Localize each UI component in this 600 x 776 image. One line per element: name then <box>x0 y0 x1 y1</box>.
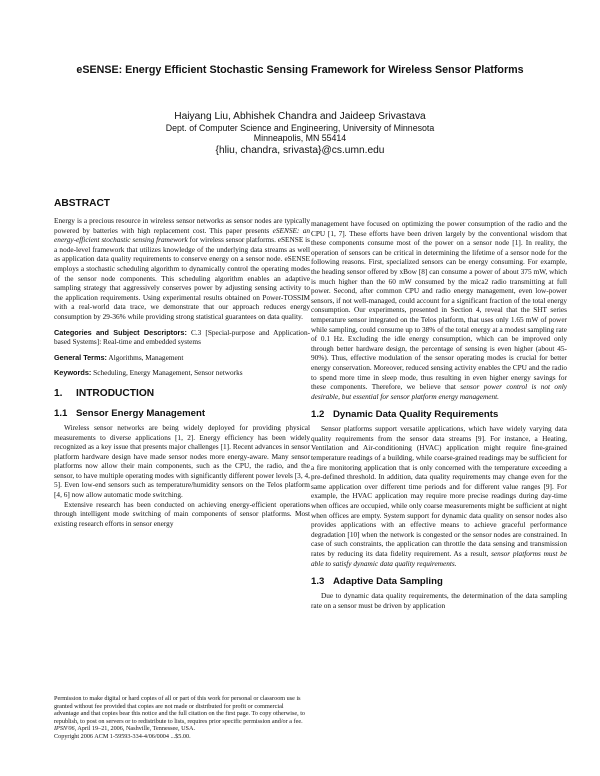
general-terms-text: Algorithms, Management <box>108 352 184 362</box>
section-number: 1.1 <box>54 407 68 419</box>
paragraph-text: management have focused on optimizing the power consumption of the radio and the CPU [1, 7]. These efforts have been driven largely by the conventional wisdom that these components consume most of the power on a sensor node [1]. In reality, the operation of sensors can be critical in determining the lifetime of a sensor node for the following reasons. First, specialized sensors can be energy consuming. For example, the heading sensor offered by xBow [8] can consume a power of about 375 mW, which is much higher than the 60 mW consumed by the mica2 radio transmitting at full power. Second, after common CPU and radio energy management, even low-power sensors, if not well-managed, could account for a significant fraction of the total energy consumption. Our experiments, presented in Section 4, reveal that the SHT series temperature sensor integrated on the Telos platform, that uses only 1.65 mW of power while sampling, could consume up to 38% of the total energy at a modest sampling rate of 0.1 Hz. Excluding the idle energy consumption, which can be improved only through better hardware design, the percentage of sensing is even higher (about 45-90%). Thus, effective modulation of the sensor operating modes is crucial for better energy conservation. Moreover, reduced sensing activity enables the CPU and the radio to spend more time in sleep mode, thus resulting in even higher energy savings for these components. Therefore, we believe that <box>311 219 567 392</box>
right-column <box>311 219 567 610</box>
keywords-line <box>54 368 310 378</box>
section-number: 1.3 <box>311 576 325 588</box>
categories-text: C.3 [Special-purpose and Application-based Systems]: Real-time and embedded systems <box>54 327 311 347</box>
permission-notice <box>54 695 310 741</box>
section-title: Adaptive Data Sampling <box>333 576 443 588</box>
abstract-text-part: for wireless sensor platforms. eSENSE is a node-level framework that utilizes knowledge of the underlying data streams as well as application data quality requirements to conserve energy on a sensor node. eSENSE employs a stochastic scheduling algorithm to dynamically control the operating modes of the sensor node components. This scheduling algorithm enables an adaptive sampling strategy that aggressively conserves power by adjusting sensing activity to the application requirements. Using experimental results obtained on Power-TOSSIM with a real-world data trace, we demonstrate that our approach reduces energy consumption by 29-36% while providing strong statistical guarantees on data quality. <box>54 235 310 321</box>
paragraph-italic: sensor platforms must be able to satisfy dynamic data quality requirements. <box>311 549 567 568</box>
section-number: 1.2 <box>311 409 325 421</box>
venue-details: April 19–21, 2006, Nashville, Tennessee, USA. <box>76 725 196 733</box>
section-number: 1. <box>54 387 63 399</box>
paragraph: Wireless sensor networks are being widely deployed for providing physical measurements to diverse applications [1, 2]. Energy efficiency has been widely recognized as a key issue that presents major challenges [1]. Recent advances in sensor platform hardware design have made sensor nodes more energy-aware. Many sensor platforms now allow their main components, such as the CPU, the radio, and the sensor, to have multiple operating modes with significantly different power levels [3, 4, 5]. Even low-end sensors such as temperature/humidity sensors on the Telos platform [4, 6] now allow automatic mode switching. <box>54 422 310 500</box>
section-title: INTRODUCTION <box>76 387 155 399</box>
author-emails: {hliu, chandra, srivasta}@cs.umn.edu <box>215 145 385 156</box>
paragraph-text: Sensor platforms support versatile applications, which have widely varying data quality requirements from the sensor data streams [9]. For instance, a Heating, Ventilation and Air-conditioning (HVAC) application might require fine-grained temperature readings of a building, while coarse-grained readings may be sufficient for a fire monitoring application that is only concerned with the temperature exceeding a pre-defined threshold. In addition, data quality requirements may change even for the same application over different time periods and for different value ranges [9]. For example, the HVAC application may require more precise readings during day-time when offices are occupied, while only coarse measurements might be sufficient at night when offices are empty. System support for dynamic data quality on sensor nodes also provides applications with an effective means to achieve graceful performance degradation [10] when the network is congested or the sensor nodes are constrained. In case of such constraints, the application can throttle the data sensing and transmission rates by reducing its data fidelity requirement. As a result, <box>311 424 567 558</box>
section-1-2-heading <box>311 409 567 420</box>
categories-line <box>54 328 310 347</box>
author-list: Haiyang Liu, Abhishek Chandra and Jaideep Srivastava <box>174 111 426 122</box>
section-title: Sensor Energy Management <box>76 407 206 419</box>
abstract-text <box>54 216 310 322</box>
abstract-text-part: Energy is a precious resource in wireless sensor networks as sensor nodes are typically powered by batteries with high replacement cost. This paper presents <box>54 216 310 235</box>
keywords-label: Keywords: <box>54 368 92 378</box>
categories-label: Categories and Subject Descriptors: <box>54 327 187 337</box>
general-terms-label: General Terms: <box>54 352 107 362</box>
paragraph: Extensive research has been conducted on achieving energy-efficient operations through intelligent mode switching of main components of sensor platforms. Most existing research efforts in sensor energy <box>54 499 310 528</box>
section-1-heading <box>54 388 310 400</box>
section-title: Dynamic Data Quality Requirements <box>333 409 499 421</box>
section-1-3-heading <box>311 576 567 587</box>
paragraph: Due to dynamic data quality requirements, the determination of the data sampling rate on a sensor must be driven by application <box>311 591 567 610</box>
general-terms-line <box>54 353 310 363</box>
paragraph <box>311 219 567 401</box>
affiliation-location: Minneapolis, MN 55414 <box>253 133 347 143</box>
keywords-text: Scheduling, Energy Management, Sensor networks <box>93 368 243 378</box>
abstract-text-italic: eSENSE: an energy-efficient stochastic sensing framework <box>54 225 310 245</box>
copyright-line: Copyright 2006 ACM 1-59593-334-4/06/0004 ...$5.00. <box>54 732 191 740</box>
paragraph-italic: sensor power control is not only desirable, but essential for sensor platform energy management. <box>311 382 567 401</box>
permission-text: Permission to make digital or hard copies of all or part of this work for personal or classroom use is granted without fee provided that copies are not made or distributed for profit or commercial advantage and that copies bear this notice and the full citation on the first page. To copy otherwise, to republish, to post on servers or to redistribute to lists, requires prior specific permission and/or a fee. <box>54 695 306 725</box>
affiliation-department: Dept. of Computer Science and Engineering, University of Minnesota <box>165 123 435 133</box>
section-1-1-heading <box>54 408 310 419</box>
venue-name: IPSN'06, <box>54 725 77 733</box>
venue-line <box>54 725 310 733</box>
paragraph <box>311 424 567 568</box>
left-column <box>54 198 310 528</box>
abstract-heading: ABSTRACT <box>54 198 111 209</box>
paper-title: eSENSE: Energy Efficient Stochastic Sensing Framework for Wireless Sensor Platforms <box>76 64 524 76</box>
